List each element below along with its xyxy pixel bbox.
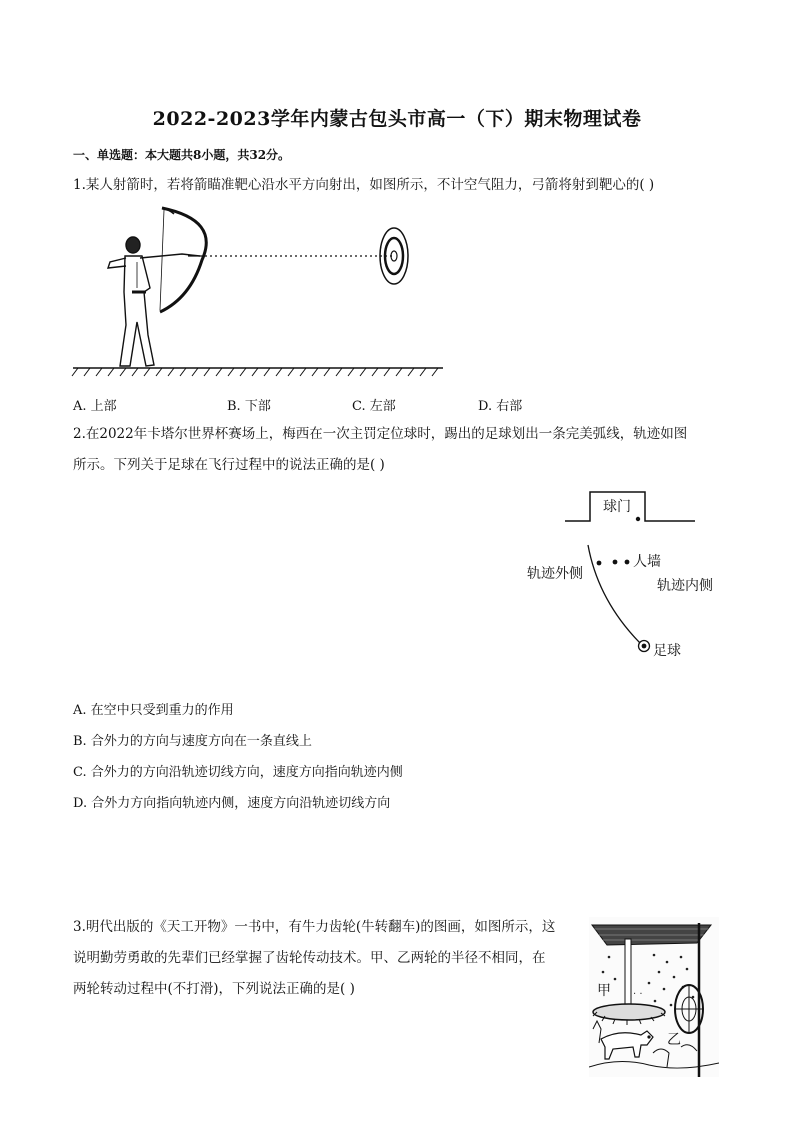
ox-gear-illustration bbox=[589, 917, 719, 1077]
question-3-stem-line3: 两轮转动过程中(不打滑)，下列说法正确的是( ) bbox=[73, 981, 355, 997]
wall-label: 人墙 bbox=[633, 554, 661, 570]
option-b: B. 下部 bbox=[227, 399, 271, 414]
outer-side-label: 轨迹外侧 bbox=[527, 566, 583, 582]
option-a: A. 在空中只受到重力的作用 bbox=[73, 703, 234, 718]
goal-label: 球门 bbox=[603, 499, 631, 515]
option-d: D. 合外力方向指向轨迹内侧，速度方向沿轨迹切线方向 bbox=[73, 796, 391, 811]
wheel-jia-label: 甲 bbox=[597, 983, 611, 999]
question-2-stem-line1: 2.在2022年卡塔尔世界杯赛场上，梅西在一次主罚定位球时，踢出的足球划出一条完美弧线，轨迹如图 bbox=[73, 426, 688, 442]
inner-side-label: 轨迹内侧 bbox=[657, 578, 713, 594]
wall-dot bbox=[613, 560, 618, 565]
section-heading: 一、单选题：本大题共8小题，共32分。 bbox=[73, 148, 291, 162]
question-3-stem-line1: 3.明代出版的《天工开物》一书中，有牛力齿轮(牛转翻车)的图画，如图所示，这 bbox=[73, 919, 556, 935]
archer-person bbox=[108, 237, 200, 366]
question-1-stem: 1.某人射箭时，若将箭瞄准靶心沿水平方向射出，如图所示，不计空气阻力，弓箭将射到靶心的( ) bbox=[73, 177, 655, 193]
archer-figure bbox=[70, 200, 450, 385]
svg-text:· ·: · · bbox=[633, 989, 643, 1000]
page-title: 2022-2023学年内蒙古包头市高一（下）期末物理试卷 bbox=[152, 108, 642, 130]
football-trajectory-figure bbox=[520, 485, 760, 670]
option-b: B. 合外力的方向与速度方向在一条直线上 bbox=[73, 734, 312, 749]
question-2-stem-line2: 所示。下列关于足球在飞行过程中的说法正确的是( ) bbox=[73, 457, 385, 473]
bow bbox=[160, 208, 206, 312]
option-d: D. 右部 bbox=[478, 399, 523, 414]
wall-dot bbox=[625, 560, 630, 565]
option-c: C. 合外力的方向沿轨迹切线方向，速度方向指向轨迹内侧 bbox=[73, 765, 403, 780]
ball-label: 足球 bbox=[653, 643, 681, 659]
wall-dot bbox=[597, 561, 602, 566]
question-3-stem-line2: 说明勤劳勇敢的先辈们已经掌握了齿轮传动技术。甲、乙两轮的半径不相同，在 bbox=[73, 950, 546, 966]
option-c: C. 左部 bbox=[352, 399, 396, 414]
football-icon bbox=[639, 641, 650, 652]
target bbox=[380, 228, 408, 284]
option-a: A. 上部 bbox=[73, 399, 117, 414]
wheel-yi-label: 乙 bbox=[667, 1032, 681, 1048]
